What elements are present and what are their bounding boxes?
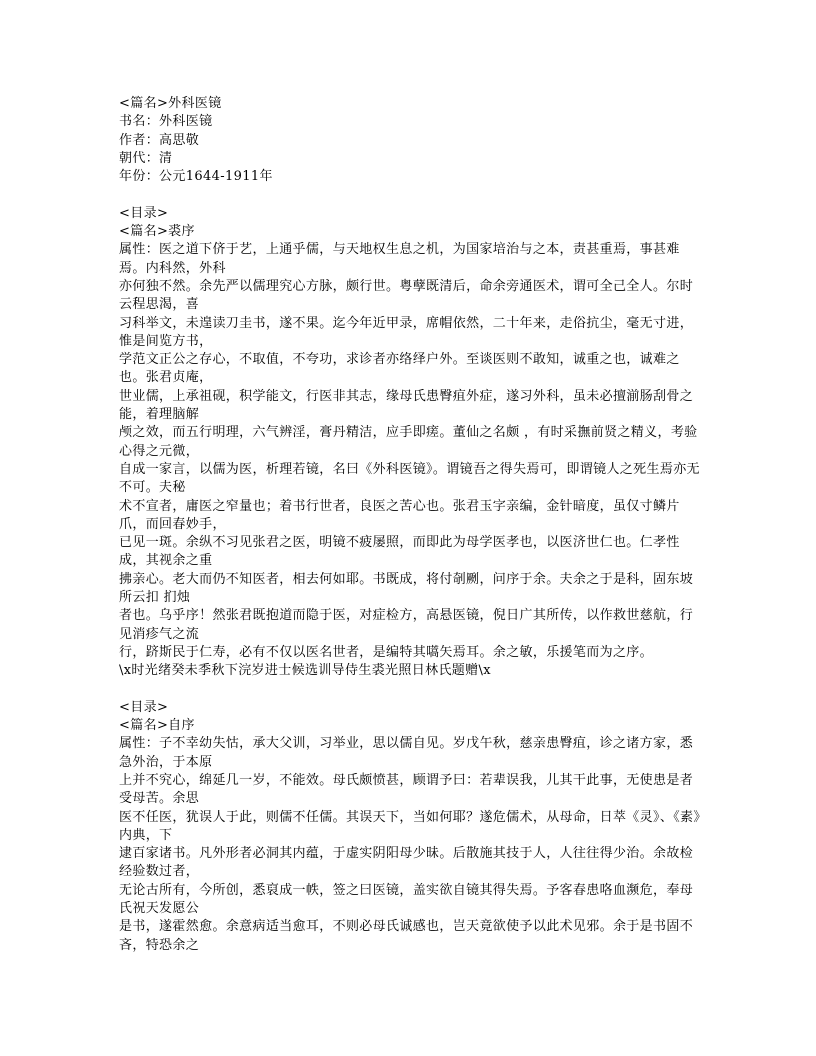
toc-marker: <目录>: [119, 699, 169, 715]
dynasty-line: 朝代：清: [119, 150, 173, 166]
section-title: <篇名>裘序: [119, 224, 195, 240]
paragraph-line: 已见一斑。余纵不习见张君之医，明镜不疲屡照，而即此为母学医孝也，以医济世仁也。仁孝性成，其视余之重: [119, 535, 680, 569]
paragraph-line: 学范文正公之存心，不取值，不夸功，求诊者亦络绎户外。至谈医则不敢知，诚重之也，诚难之也。张君贞庵，: [119, 352, 680, 386]
paragraph-line: 拂亲心。老大而仍不知医者，相去何如耶。书既成，将付剞劂，问序于余。夫余之于是科，固东坡所云扣 扪烛: [119, 571, 694, 606]
paragraph-line: 属性：子不幸幼失怙，承大父训，习举业，思以儒自见。岁戊午秋，慈亲患臀疽，诊之诸方家，悉急外治，于本原: [119, 736, 694, 770]
document-body: [119, 95, 704, 955]
paragraph-line: 行，跻斯民于仁寿，必有不仅以医名世者，是编特其嚆矢焉耳。余之敏，乐援笔而为之序。: [119, 644, 654, 660]
paragraph-line: 医不任医，犹误人于此，则儒不任儒。其误天下，当如何耶？遂危儒术，从母命，日萃《灵》、《素》内典，下: [119, 809, 701, 843]
toc-marker: <目录>: [119, 205, 169, 221]
spacer: [119, 186, 704, 204]
paragraph-line: 自成一家言，以儒为医，析理若镜，名曰《外科医镜》。谓镜吾之得失焉可，即谓镜人之死生焉亦无不可。夫秘: [119, 461, 700, 496]
paragraph-line: 者也。乌乎序！然张君既抱道而隐于医，对症检方，高悬医镜，倪日广其所传，以作救世慈航，行见消疹气之流: [119, 608, 694, 642]
paragraph-line: 属性：医之道下侪于艺，上通乎儒，与天地权生息之机，为国家培治与之本，责甚重焉，事甚难焉。内科然，外科: [119, 242, 680, 276]
paragraph-line: 上并不究心，绵延几一岁，不能效。母氏颇愤甚，顾谓予曰：若辈误我，儿其干此事，无使患是者受母苦。余思: [119, 772, 694, 807]
paragraph-line: 是书，遂霍然愈。余意病适当愈耳，不则必母氏诚感也，岂天竟欲使予以此术见邪。余于是书固不吝，特恐余之: [119, 919, 694, 953]
paragraph-line: 逮百家诸书。凡外形者必洞其内蕴，于虚实阴阳母少昧。后散施其技于人，人往往得少治。余故检经验数过者，: [119, 846, 694, 880]
author-line: 作者：高思敬: [119, 132, 200, 148]
spacer: [119, 681, 704, 699]
paragraph-line: 习科举文，未遑读刀圭书，遂不果。迄今年近甲录，席帽依然，二十年来，走俗抗尘，毫无寸进，惟是间览方书，: [119, 315, 694, 349]
paragraph-line: 术不宣者，庸医之窄量也；着书行世者，良医之苦心也。张君玉字亲编，金针暗度，虽仅寸鳞片爪，而回春妙手，: [119, 498, 680, 532]
chapter-title: <篇名>外科医镜: [119, 96, 222, 111]
signature-line: \x时光绪癸未季秋下浣岁进士候选训导侍生裘光照日林氏题赠\x: [119, 663, 491, 679]
section-title: <篇名>自序: [119, 718, 195, 734]
paragraph-line: 无论古所有，今所创，悉裒成一帙，签之曰医镜，盖实欲自镜其得失焉。予客春患咯血濒危，奉母氏祝天发愿公: [119, 882, 694, 917]
paragraph-line: 亦何独不然。余先严以儒理究心方脉，颇行世。粤孽既清后，命余旁通医术，谓可全己全人。尔时云程思渴，喜: [119, 278, 694, 313]
year-line: 年份：公元1644-1911年: [119, 169, 273, 185]
paragraph-line: 世业儒，上承祖砚，积学能文，行医非其志，缘母氏患臀疽外症，遂习外科，虽未必擅湔肠刮骨之能，着理脑解: [119, 388, 694, 423]
paragraph-line: 颅之效，而五行明理，六气辨淫，膏丹精洁，应手即瘥。董仙之名颇 ，有时采撫前贤之精义，考验心得之元微，: [119, 425, 698, 459]
book-name: 书名：外科医镜: [119, 114, 213, 130]
